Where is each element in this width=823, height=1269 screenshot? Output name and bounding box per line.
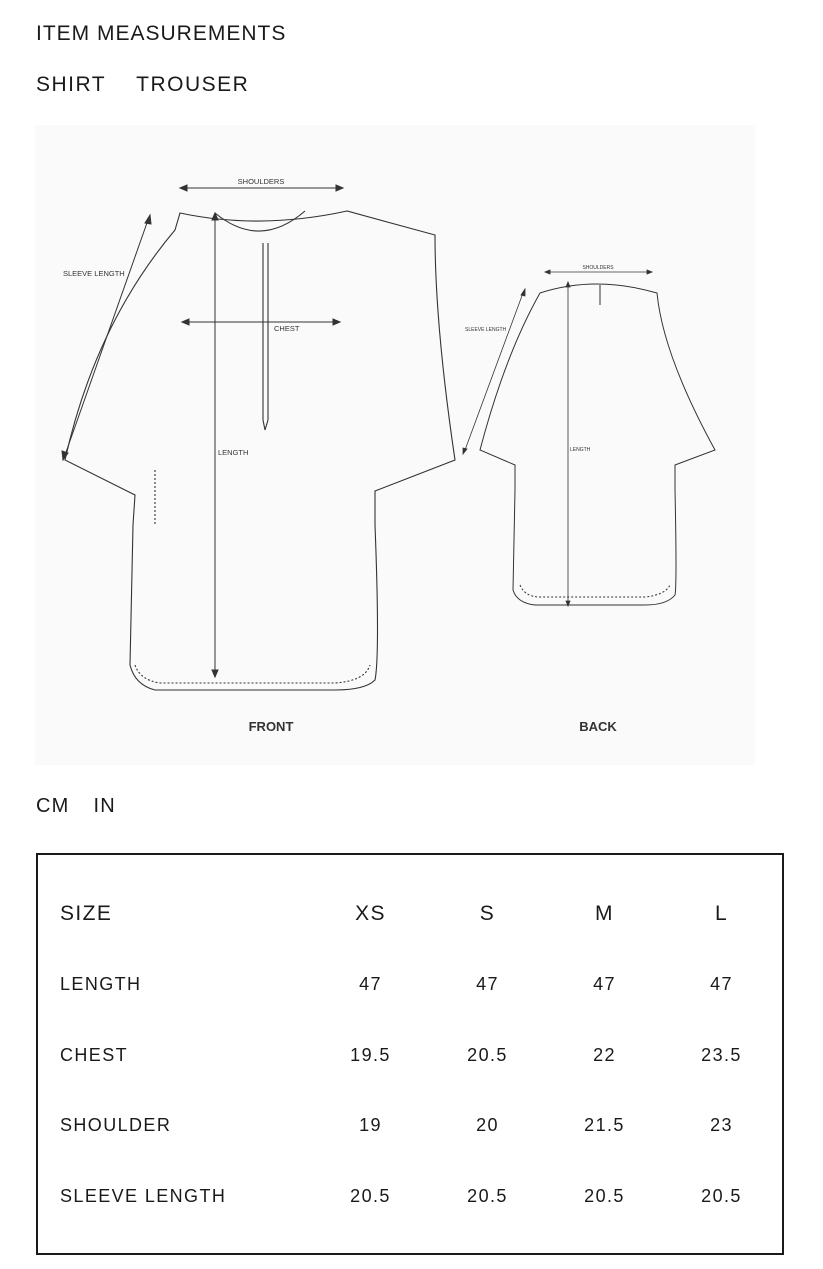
cell-value: 47 [593, 974, 616, 995]
table-header-row [60, 879, 780, 950]
cell-value: 20.5 [584, 1185, 625, 1206]
cell-value: 20.5 [350, 1185, 391, 1206]
back-sleeve-length-label: SLEEVE LENGTH [465, 327, 507, 333]
back-length-label: LENGTH [570, 447, 591, 453]
size-l: L [714, 902, 729, 926]
row-label: CHEST [60, 1044, 129, 1065]
cell-value: 20.5 [467, 1044, 508, 1065]
cell-value: 22 [593, 1044, 616, 1065]
unit-tabs [36, 795, 116, 818]
unit-in[interactable]: IN [93, 795, 116, 817]
cell-value: 23.5 [701, 1044, 742, 1065]
size-xs: XS [355, 902, 386, 926]
cell-value: 20.5 [701, 1185, 742, 1206]
cell-value: 21.5 [584, 1115, 625, 1136]
tab-trouser[interactable]: TROUSER [136, 73, 250, 96]
row-label: SLEEVE LENGTH [60, 1185, 227, 1206]
front-sleeve-length-label: SLEEVE LENGTH [63, 269, 125, 278]
garment-sketch [35, 125, 755, 765]
front-shoulders-label: SHOULDERS [237, 177, 285, 186]
cell-value: 19.5 [350, 1044, 391, 1065]
cell-value: 19 [359, 1115, 382, 1136]
front-length-label: LENGTH [218, 448, 249, 457]
garment-tabs [36, 73, 249, 97]
cell-value: 20 [476, 1115, 499, 1136]
size-s: S [479, 902, 496, 926]
cell-value: 23 [710, 1115, 733, 1136]
cell-value: 20.5 [467, 1185, 508, 1206]
front-caption: FRONT [248, 719, 294, 734]
table-row [60, 950, 780, 1021]
cell-value: 47 [359, 974, 382, 995]
cell-value: 47 [476, 974, 499, 995]
front-chest-label: CHEST [274, 324, 300, 333]
unit-cm[interactable]: CM [36, 795, 70, 817]
back-caption: BACK [579, 719, 617, 734]
table-row [60, 1020, 780, 1091]
table-row [60, 1161, 780, 1232]
row-label: LENGTH [60, 974, 142, 995]
size-header: SIZE [60, 902, 113, 926]
tab-shirt[interactable]: SHIRT [36, 73, 107, 96]
section-title: ITEM MEASUREMENTS [36, 22, 287, 45]
measurement-diagram [35, 125, 755, 765]
table-row [60, 1091, 780, 1162]
cell-value: 47 [710, 974, 733, 995]
size-table [36, 853, 784, 1255]
size-m: M [595, 902, 614, 926]
row-label: SHOULDER [60, 1115, 172, 1136]
back-shoulders-label: SHOULDERS [582, 265, 614, 271]
